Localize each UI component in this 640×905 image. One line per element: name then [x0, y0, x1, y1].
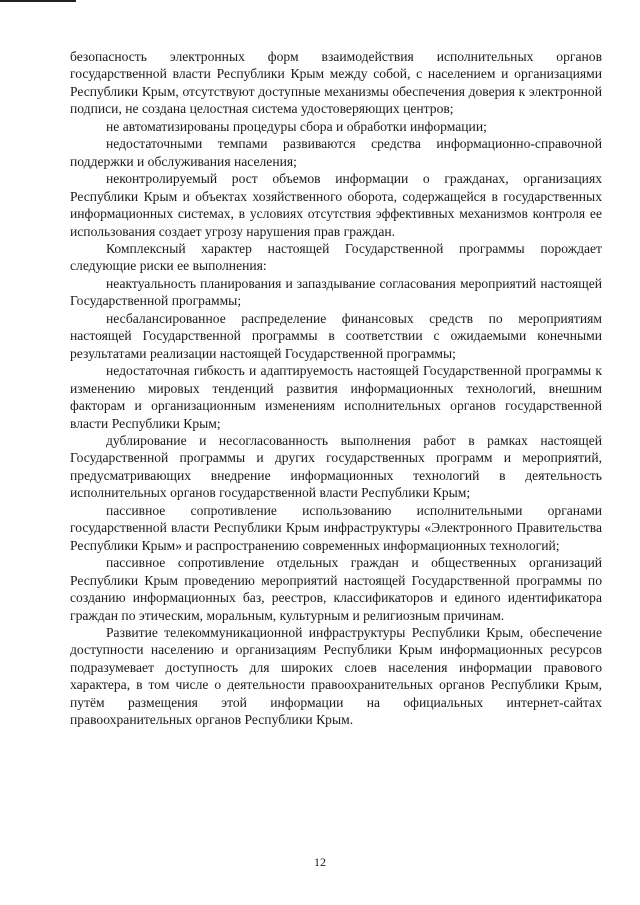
paragraph: недостаточная гибкость и адаптируемость настоящей Государственной программы к изменению мировых тенденций развития информационных технологий, внешним факторам и организационным изменениям исполнительных органов государственной власти Республики Крым; [70, 363, 602, 431]
paragraph: пассивное сопротивление использованию исполнительными органами государственной власти Республики Крым инфраструктуры «Электронного Правительства Республики Крым» и распространению современных информационных технологий; [70, 502, 602, 553]
paragraph: неактуальность планирования и запаздывание согласования мероприятий настоящей Государственной программы; [70, 275, 602, 309]
paragraph: Развитие телекоммуникационной инфраструктуры Республики Крым, обеспечение доступности населению и организациям Республики Крым информационных ресурсов подразумевает доступность для широких слоев населения информации правового характера, в том числе о деятельности правоохранительных органов Республики Крым, путём размещения этой информации на официальных интернет-сайтах правоохранительных органов Республики Крым. [70, 624, 602, 728]
paragraph: недостаточными темпами развиваются средства информационно-справочной поддержки и обслуживания населения; [70, 136, 602, 169]
paragraph: безопасность электронных форм взаимодействия исполнительных органов государственной власти Республики Крым между собой, с населением и организациями Республики Крым, отсутствуют доступные механизмы обеспечения доверия к электронной подписи, не создана целостная система удостоверяющих центров; [70, 49, 602, 117]
page-number: 12 [314, 855, 326, 869]
paragraph: пассивное сопротивление отдельных граждан и общественных организаций Республики Крым проведению мероприятий настоящей Государственной программы по созданию информационных баз, реестров, классификаторов и единого идентификатора граждан по этическим, моральным, культурным и религиозным причинам. [70, 555, 602, 623]
paragraph: несбалансированное распределение финансовых средств по мероприятиям настоящей Государственной программы в соответствии с ожидаемыми конечными результатами реализации настоящей Государственной программы; [70, 310, 602, 361]
body-text [70, 48, 602, 729]
paragraph: Комплексный характер настоящей Государственной программы порождает следующие риски ее выполнения: [70, 240, 602, 274]
paragraph: не автоматизированы процедуры сбора и обработки информации; [106, 118, 487, 134]
paragraph: неконтролируемый рост объемов информации о гражданах, организациях Республики Крым и объектах хозяйственного оборота, содержащейся в государственных информационных системах, в условиях отсутствия эффективных механизмов контроля ее использования создает угрозу нарушения прав граждан. [70, 171, 602, 239]
paragraph: дублирование и несогласованность выполнения работ в рамках настоящей Государственной программы и других государственных программ и мероприятий, предусматривающих внедрение информационных технологий в деятельность исполнительных органов государственной власти Республики Крым; [70, 432, 602, 501]
scan-artifact-line [0, 0, 76, 2]
